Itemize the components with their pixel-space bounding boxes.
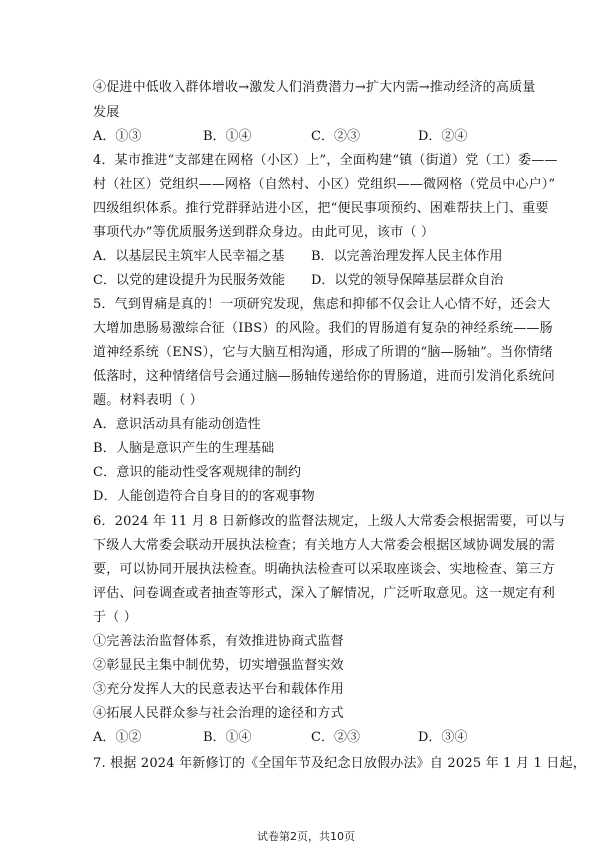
q6-option-b[interactable]: B．①④: [203, 730, 252, 745]
q4-option-d[interactable]: D．以党的领导保障基层群众自治: [311, 273, 504, 288]
q6-option-a[interactable]: A．①②: [93, 730, 142, 745]
q4-option-b[interactable]: B．以完善治理发挥人民主体作用: [311, 249, 503, 264]
q4-stem-line-2: 村（社区）党组织——网格（自然村、小区）党组织——微网格（党员中心户）”: [93, 177, 556, 192]
q3-statement-4-cont: 发展: [93, 105, 120, 120]
q5-option-d[interactable]: D．人能创造符合自身目的的客观事物: [93, 489, 315, 504]
q3-statement-4: ④促进中低收入群体增收→激发人们消费潜力→扩大内需→推动经济的高质量: [93, 80, 536, 95]
q5-option-a[interactable]: A．意识活动具有能动创造性: [93, 417, 261, 432]
q5-stem-line-4: 低落时，这种情绪信号会通过脑—肠轴传递给你的胃肠道，进而引发消化系统问: [93, 369, 556, 384]
q6-stem-line-1: 6．2024 年 11 月 8 日新修改的监督法规定，上级人大常委会根据需要，可以与: [93, 514, 566, 529]
q6-statement-4: ④拓展人民群众参与社会治理的途径和方式: [93, 706, 344, 721]
q4-options-row-2: [93, 269, 533, 293]
q4-options-row-1: [93, 245, 533, 269]
q5-stem-line-5: 题。材料表明（ ）: [93, 393, 203, 408]
q3-option-c[interactable]: C．②③: [311, 129, 360, 144]
q4-stem-line-3: 四级组织体系。推行党群驿站进小区，把“便民事项预约、困难帮扶上门、重要: [93, 201, 549, 216]
q5-stem-line-1: 5．气到胃痛是真的！一项研究发现，焦虑和抑郁不仅会让人心情不好，还会大: [93, 297, 551, 312]
page-footer: 试卷第2页，共10页: [257, 830, 355, 843]
q5-option-b[interactable]: B．人脑是意识产生的生理基础: [93, 441, 275, 456]
q4-stem-line-4: 事项代办”等优质服务送到群众身边。由此可见，该市（ ）: [93, 225, 435, 240]
q5-option-c[interactable]: C．意识的能动性受客观规律的制约: [93, 465, 302, 480]
q6-stem-line-2: 下级人大常委会联动开展执法检查；有关地方人大常委会根据区域协调发展的需: [93, 538, 556, 553]
q6-option-d[interactable]: D．③④: [418, 730, 468, 745]
q3-option-b[interactable]: B．①④: [203, 129, 252, 144]
q4-stem-line-1: 4．某市推进“支部建在网格（小区）上”，全面构建“镇（街道）党（工）委——: [93, 153, 558, 168]
q7-stem-line-1: 7. 根据 2024 年新修订的《全国年节及纪念日放假办法》自 2025 年 1 月 1 日起，: [93, 756, 586, 771]
q6-stem-line-3: 要，可以协同开展执法检查。明确执法检查可以采取座谈会、实地检查、第三方: [93, 562, 556, 577]
q4-option-c[interactable]: C．以党的建设提升为民服务效能: [93, 273, 285, 288]
q6-stem-line-5: 于（ ）: [93, 610, 137, 625]
q6-options: [93, 726, 533, 750]
q5-stem-line-3: 道神经系统（ENS），它与大脑互相沟通，形成了所谓的“脑—肠轴”。当你情绪: [93, 345, 553, 360]
q3-option-d[interactable]: D．②④: [418, 129, 468, 144]
q4-option-a[interactable]: A．以基层民主筑牢人民幸福之基: [93, 249, 285, 264]
q6-statement-1: ①完善法治监督体系，有效推进协商式监督: [93, 634, 344, 649]
q6-stem-line-4: 评估、问卷调查或者抽查等形式，深入了解情况，广泛听取意见。这一规定有利: [93, 586, 556, 601]
q5-stem-line-2: 大增加患肠易激综合征（IBS）的风险。我们的胃肠道有复杂的神经系统——肠: [93, 321, 553, 336]
q6-statement-2: ②彰显民主集中制优势，切实增强监督实效: [93, 658, 344, 673]
q3-options: [93, 125, 533, 149]
q6-statement-3: ③充分发挥人大的民意表达平台和载体作用: [93, 682, 344, 697]
q6-option-c[interactable]: C．②③: [311, 730, 360, 745]
q3-option-a[interactable]: A．①③: [93, 129, 142, 144]
